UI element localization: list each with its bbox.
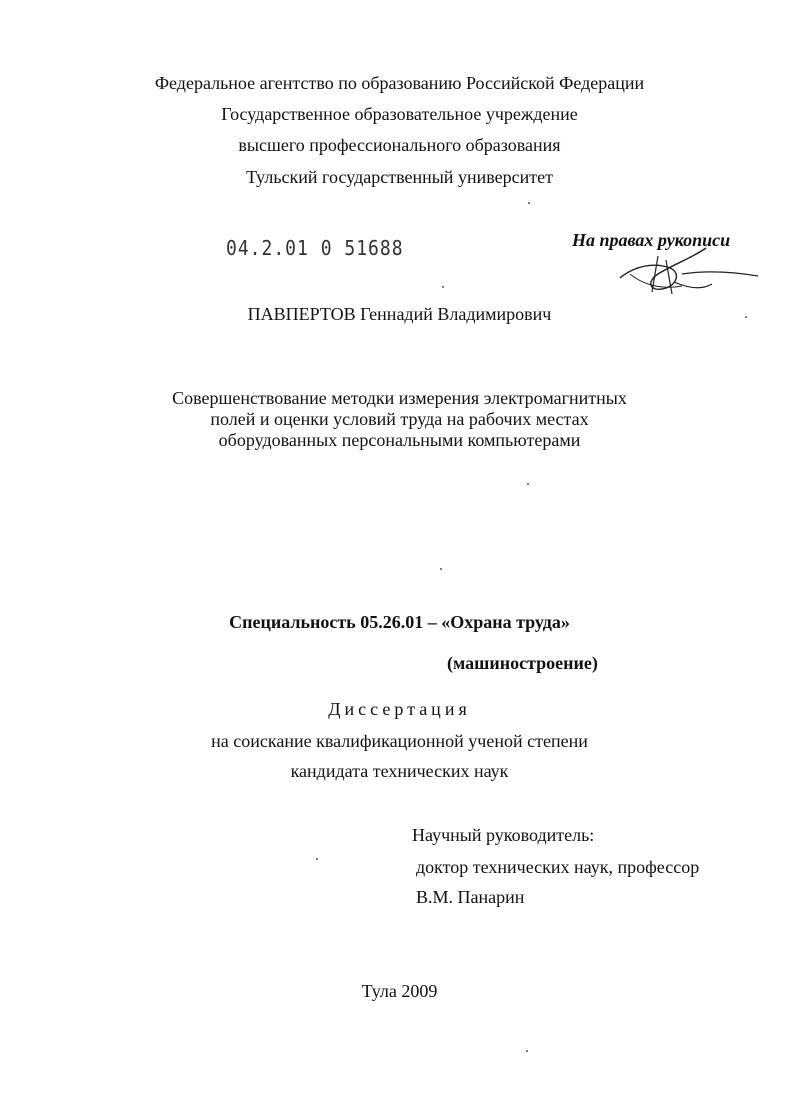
author-name: ПАВПЕРТОВ Геннадий Владимирович [247,304,552,324]
degree-field-line: кандидата технических наук [290,761,509,781]
scan-speck [745,316,747,318]
dissertation-label: Диссертация [328,699,471,719]
scan-speck [442,286,444,288]
degree-line: на соискание квалификационной ученой степени [211,731,588,751]
supervisor-label: Научный руководитель: [412,825,595,845]
scan-speck [526,1050,528,1052]
specialty-line: Специальность 05.26.01 – «Охрана труда» [229,612,570,632]
scan-speck [528,202,530,204]
university-line: Тульский государственный университет [246,167,553,187]
supervisor-name: В.М. Панарин [416,887,525,907]
institution-type-line: Государственное образовательное учреждение [221,104,578,124]
thesis-title-line-3: оборудованных персональными компьютерами [218,430,581,450]
scan-speck [527,483,529,485]
ministry-line: Федеральное агентство по образованию Российской Федерации [154,73,645,93]
rights-note: На правах рукописи [572,230,731,250]
scan-speck [440,568,442,570]
scan-speck [316,858,318,860]
thesis-title-line-1: Совершенствование методки измерения электромагнитных [172,388,627,408]
registration-stamp: 04.2.01 0 51688 [226,236,404,261]
signature-graphic [612,244,762,300]
city-year: Тула 2009 [361,981,438,1001]
supervisor-degree: доктор технических наук, профессор [416,857,700,877]
specialty-subtitle: (машиностроение) [447,653,598,673]
education-level-line: высшего профессионального образования [238,135,561,155]
thesis-title-line-2: полей и оценки условий труда на рабочих местах [210,409,589,429]
